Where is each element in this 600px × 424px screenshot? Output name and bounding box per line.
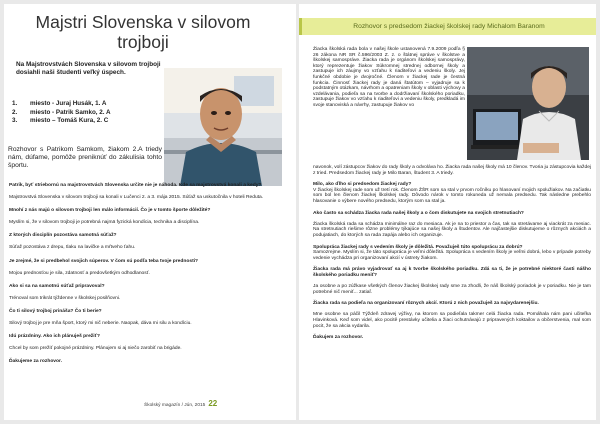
article-banner: Rozhovor s predsedom žiackej školskej rady Michalom Baranom — [299, 18, 596, 35]
qa-item: Idú prázdniny. Ako ich plánuješ prežiť? Chcel by som prežiť pokojné prázdniny. Plánujem si aj niečo zarobiť na brigáde. — [9, 334, 182, 352]
page-footer — [144, 399, 217, 408]
article-body — [313, 165, 591, 347]
qa-item: Mnohí z nás majú o silovom trojboji len málo informácií. Čo je v tomto športe dôležité? Myslím si, že v silovom trojboji je potrebná najmä fyzická kondícia, technika a disciplína. — [9, 208, 211, 226]
qa-item: Z ktorých disciplín pozostáva samotná súťaž? Súťaž pozostáva z drepu, tlaku na lavičke a mŕtveho ťahu. — [9, 233, 136, 251]
right-page — [299, 4, 596, 420]
footer-text: Školský magazín / Jún, 2015 — [144, 403, 206, 408]
result-item: 2. miesto - Patrik Samko, 2. A — [12, 108, 111, 116]
qa-item: Spolupráca žiackej rady s vedením školy je dôležitá. Považuješ túto spoluprácu za dobrú? Samozrejme. Myslím si, že táto spolupráca je veľmi dôležitá. Spolupráca s vedením školy je veľmi dobrá, lebo v prípade potreby vedenie vychádza pri organizovaní akcií v ústrety žiakom. — [313, 244, 591, 261]
qa-item: Čo ti silový trojboj prináša? Čo ti berie? Silový trojboj je pre mňa šport, ktorý mi nič neberie. Naopak, dáva mi silu a kondíciu. — [9, 308, 192, 326]
intro-text: Na Majstrovstvách Slovenska v silovom trojboji dosiahli naši študenti veľký úspech. — [16, 61, 161, 76]
qa-item: Ako často sa schádza žiacka rada našej školy a o čom diskutujete na svojich stretnutiach? Žiacka školská rada sa schádza minimálne raz do mesiaca. Ak je na to priestor a čas, tak sa stretávame aj viackrát za mesiac. Na stretnutiach riešime rôzne problémy týkajúce sa našej školy a študentov. Ale najčastejšie diskutujeme o rôznych akciách a podujatiach, do ktorých sa rada zapája alebo ich organizuje. — [313, 210, 591, 238]
athlete-photo — [164, 68, 282, 186]
intro-paragraph: Rozhovor s Patrikom Samkom, žiakom 2.A triedy nám, dúfame, pomôže preniknúť do zákulisia tohto športu. — [8, 146, 162, 170]
qa-closing: Ďakujem za rozhovor. — [313, 335, 364, 341]
interview-left — [9, 183, 291, 373]
results-list — [12, 100, 162, 126]
page-title: Majstri Slovenska v silovom trojboji — [35, 12, 251, 52]
qa-item: Ako si sa na samotnú súťaž pripravoval? Trénoval som trikrát týždenne v školskej posilňovni. — [9, 283, 121, 301]
result-item: 1. miesto - Juraj Husák, 1. A — [12, 100, 107, 107]
qa-item: Patrik, byť striebornú na majstrovstvách Slovenska určite nie je náhoda. Kde sa majstrovstvá konali a kedy? Majstrovstvá Slovenska v silovom trojboji sa konali v Lučenci 2. a 3. mája 2015. Súťaž sa uskutočnila v hoteli Reduta. — [9, 183, 264, 200]
left-page — [4, 4, 296, 420]
article-paragraph: navonok, volí zástupcov žiakov do rady školy a odvoláva ho. Žiacka rada našej školy má 10 členov. Tvoria ju zástupcovia každej z tried. Predsedom žiackej rady je Milo Baran, študent 3. A triedy. — [313, 165, 591, 176]
qa-item: Milo, ako ďlho si predsedom žiackej rady? V žiackej školskej rade som už tretí rok. Členom ŽŠR som sa stal v prvom ročníku po hlasovaní mojich spolužiakov. Na začiatku som bol len členom žiackej školskej rady. Dôvodo nárok v tomto rokuneda už nemala predsedu. Tak následne prebehlo hlasovanie o výbere nového predsedu, ktorým som sa stal ja. — [313, 182, 591, 204]
article-top-column: Žiacka školská rada bola v našej škole ustanovená 7.9.2009 podľa § 26 zákona NR SR č.596/2003 Z. z. o štátnej správe v školstve a školskej samospráve. Žiacka rada je orgánom školskej samosprávy, ktorý reprezentuje žiakov Súkromnej strednej odbornej školy a zastupuje ich záujmy vo vzťahu k riaditeľovi a vedeniu školy. Jej funkčné obdobie je dvojročné. Členom v žiackej rade je čestná funkcia. Činnosť žiackej rady je daná štatútom – vyjadruje sa k podstatným otázkam, návrhom a opatreniam školy v oblasti výchovy a vzdelávania, podieľa sa na tvorbe a dodržiavaní školského poriadku, zastupuje žiakov vo vzťahu k riaditeľovi a vedeniu školy, predkladá im svoje stanoviská a návrhy, zastupuje žiakov vo — [313, 47, 465, 108]
qa-closing: Ďakujeme za rozhovor. — [9, 359, 62, 365]
qa-item: Je zrejmé, že si predbehol svojich súperov. V čom sú podľa teba tvoje prednosti? Mojou prednosťou je sila, zdatnosť a predovšetkým odhodlanosť. — [9, 258, 199, 276]
qa-item: Žiacka rada má právo vyjadrovať sa aj k tvorbe školského poriadku. Zdá sa ti, že je potrebné niektoré časti nášho školského poriadku meniť? Ja osobne a po zúžkase všetkých členov žiackej školskej rady sme za zhodli, že náš školský poriadok je v poriadku. Nie je tam potrebné nič meniť... zatiaľ. — [313, 267, 591, 295]
student-photo — [467, 47, 589, 160]
result-item: 3. miesto – Tomáš Kura, 2. C — [12, 117, 109, 125]
qa-item: Žiacka rada sa podieľa na organizovaní rôznych akcií. Ktorú z nich považuješ za najvydarenejšiu. Mne osobne sa páčil Týždeň zdravej výživy, na ktorom sa podieľala takmer celá žiacka rada. Pomáhala nám pani učiteľka Hlavinková. Keď som videl, ako pocitě prestávky učitelia a žiaci ochutnávajú z pripravených koktailov a občerstvenia, mal som pocit, že sa akcia vydarila. — [313, 301, 591, 329]
page-number: 22 — [208, 399, 218, 408]
